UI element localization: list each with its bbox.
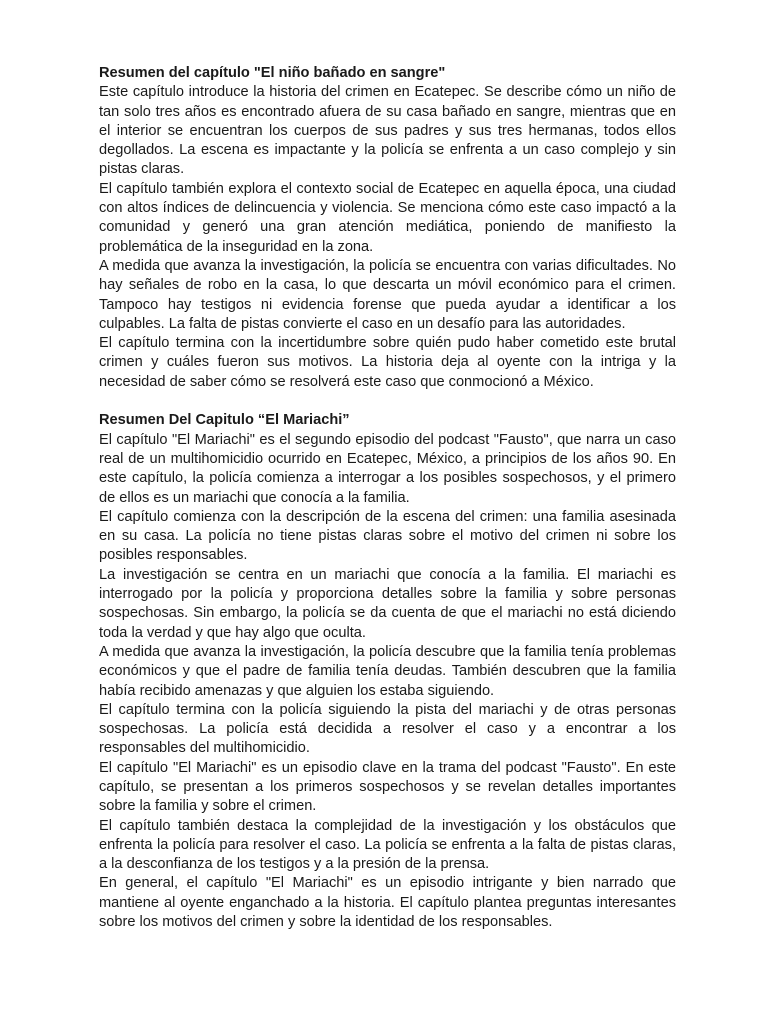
section-heading: Resumen del capítulo "El niño bañado en sangre" xyxy=(99,65,446,81)
paragraph: Este capítulo introduce la historia del crimen en Ecatepec. Se describe cómo un niño de tan solo tres años es encontrado afuera de su casa bañado en sangre, mientras que en el interior se encuentran los cuerpos de sus padres y sus tres hermanas, todos ellos degollados. La escena es impactante y la policía se enfrenta a un caso complejo y sin pistas claras. xyxy=(99,84,676,178)
paragraph: El capítulo comienza con la descripción de la escena del crimen: una familia asesinada en su casa. La policía no tiene pistas claras sobre el motivo del crimen ni sobre los posibles responsables. xyxy=(99,508,676,564)
paragraph: El capítulo "El Mariachi" es un episodio clave en la trama del podcast "Fausto". En este capítulo, se presentan a los primeros sospechosos y se revelan detalles importantes sobre la familia y sobre el crimen. xyxy=(99,759,676,815)
paragraph: El capítulo termina con la policía siguiendo la pista del mariachi y de otras personas sospechosas. La policía está decidida a resolver el caso y a encontrar a los responsables del multihomicidio. xyxy=(99,701,676,757)
section-heading: Resumen Del Capitulo “El Mariachi” xyxy=(99,412,350,429)
document-page xyxy=(99,64,676,932)
paragraph: A medida que avanza la investigación, la policía se encuentra con varias dificultades. No hay señales de robo en la casa, lo que descarta un móvil económico para el crimen. Tampoco hay testigos ni evidencia forense que pueda ayudar a identificar a los culpables. La falta de pistas convierte el caso en un desafío para las autoridades. xyxy=(99,257,676,332)
paragraph: El capítulo termina con la incertidumbre sobre quién pudo haber cometido este brutal crimen y cuáles fueron sus motivos. La historia deja al oyente con la intriga y la necesidad de saber cómo se resolverá este caso que conmocionó a México. xyxy=(99,335,676,390)
paragraph: El capítulo también destaca la complejidad de la investigación y los obstáculos que enfrenta la policía para resolver el caso. La policía se enfrenta a la falta de pistas claras, a la desconfianza de los testigos y a la presión de la prensa. xyxy=(99,817,676,873)
paragraph: El capítulo también explora el contexto social de Ecatepec en aquella época, una ciudad con altos índices de delincuencia y violencia. Se menciona cómo este caso impactó a la comunidad y generó una gran atención mediática, poniendo de manifiesto la problemática de la inseguridad en la zona. xyxy=(99,180,676,255)
section-el-mariachi xyxy=(99,411,676,932)
paragraph: A medida que avanza la investigación, la policía descubre que la familia tenía problemas económicos y que el padre de familia tenía deudas. También descubren que la familia había recibido amenazas y que alguien los estaba siguiendo. xyxy=(99,643,676,699)
paragraph: El capítulo "El Mariachi" es el segundo episodio del podcast "Fausto", que narra un caso real de un multihomicidio ocurrido en Ecatepec, México, a principios de los años 90. En este capítulo, la policía comienza a interrogar a los posibles sospechosos, y el primero de ellos es un mariachi que conocía a la familia. xyxy=(99,431,676,506)
paragraph: La investigación se centra en un mariachi que conocía a la familia. El mariachi es interrogado por la policía y proporciona detalles sobre la familia y sobre personas sospechosas. Sin embargo, la policía se da cuenta de que el mariachi no está diciendo toda la verdad y que hay algo que oculta. xyxy=(99,566,676,641)
paragraph: En general, el capítulo "El Mariachi" es un episodio intrigante y bien narrado que mantiene al oyente enganchado a la historia. El capítulo plantea preguntas interesantes sobre los motivos del crimen y sobre la identidad de los responsables. xyxy=(99,875,676,931)
section-nino-banado-en-sangre xyxy=(99,64,676,392)
